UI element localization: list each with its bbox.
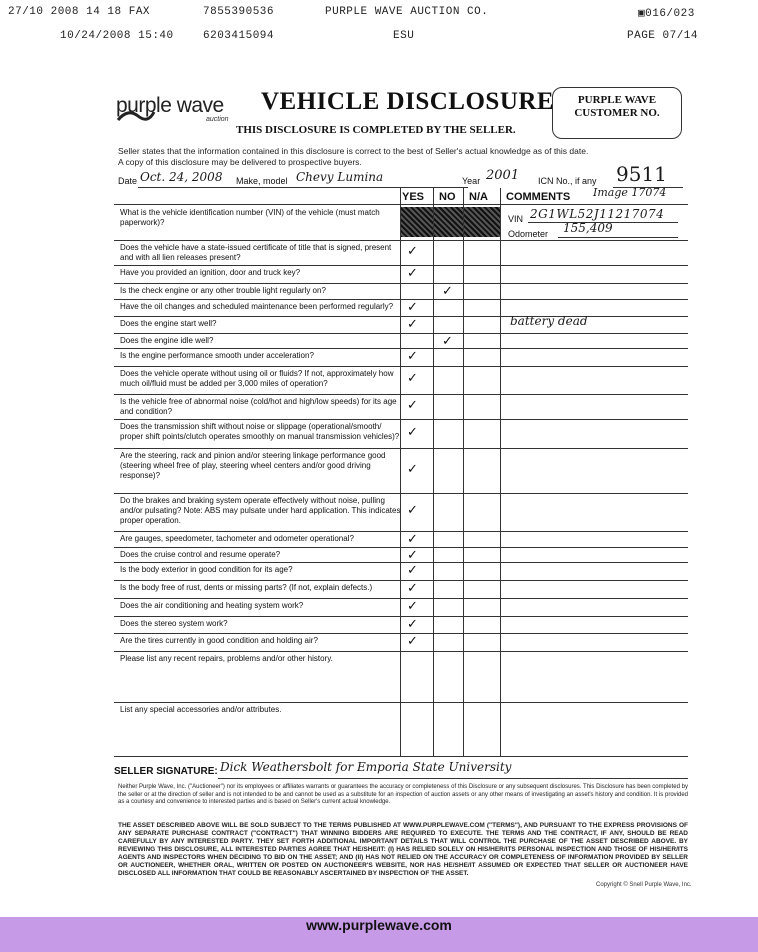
checkmark-icon[interactable]: ✓ (407, 532, 418, 547)
checkmark-icon[interactable]: ✓ (407, 634, 418, 649)
footer-bar (0, 917, 758, 952)
row-divider (114, 616, 688, 617)
fax-line2-page: PAGE 07/14 (627, 30, 699, 42)
row-divider (114, 348, 688, 349)
checkmark-icon[interactable]: ✓ (407, 563, 418, 578)
question-text: Does the cruise control and resume operate? (120, 550, 281, 559)
logo-text: purple wave (116, 94, 224, 117)
page-subtitle: THIS DISCLOSURE IS COMPLETED BY THE SELLER. (236, 124, 516, 136)
question-text: Please list any recent repairs, problems and/or other history. (120, 654, 333, 663)
checkmark-icon[interactable]: ✓ (442, 334, 453, 349)
question-text: List any special accessories and/or attributes. (120, 705, 282, 714)
checkmark-icon[interactable]: ✓ (407, 581, 418, 596)
question-text: Does the transmission shift without noise or slippage (operational/smooth/ proper shift points/clutch operates smoothly on manual transmission vehicles)? (120, 422, 400, 441)
row-divider (114, 493, 688, 494)
question-text: Is the engine performance smooth under acceleration? (120, 351, 314, 360)
checkmark-icon[interactable]: ✓ (407, 349, 418, 364)
vin-redaction (400, 207, 500, 237)
page-title: VEHICLE DISCLOSURE (261, 88, 555, 115)
question-text: Do the brakes and braking system operate effectively without noise, pulling and/or pulsating? Note: ABS may pulsate under hard application. This indicates proper operation. (120, 496, 401, 525)
logo-sub: auction (206, 116, 229, 123)
checkmark-icon[interactable]: ✓ (407, 503, 418, 518)
fax-line1-date: 27/10 2008 14 18 FAX (8, 6, 151, 18)
fax-line2-date: 10/24/2008 15:40 (60, 30, 174, 42)
fax-line1-page: ▣016/023 (638, 8, 695, 20)
row-divider (114, 299, 688, 300)
row-divider (114, 333, 688, 334)
row-divider (114, 702, 688, 703)
copyright: Copyright © Snell Purple Wave, Inc. (596, 882, 692, 888)
odometer-label: Odometer (508, 229, 549, 239)
question-text: Does the vehicle operate without using oil or fluids? If not, approximately how much oil/fluid must be added per 3,000 miles of operation? (120, 369, 394, 388)
fax-icon: ▣ (638, 8, 646, 20)
vin-value: 2G1WL52J11217074 (530, 207, 665, 221)
date-label: Date (118, 176, 138, 186)
checkmark-icon[interactable]: ✓ (407, 548, 418, 563)
question-text: What is the vehicle identification number (VIN) of the vehicle (must match paperwork)? (120, 208, 380, 227)
column-divider (433, 188, 434, 756)
row-divider (114, 419, 688, 420)
header-na: N/A (469, 191, 488, 203)
intro-line2: A copy of this disclosure may be delivered to prospective buyers. (118, 157, 362, 167)
date-value: Oct. 24, 2008 (140, 170, 223, 184)
row-divider (114, 598, 688, 599)
row-divider (114, 283, 688, 284)
question-text: Is the check engine or any other trouble light regularly on? (120, 286, 326, 295)
make-label: Make, model (236, 176, 288, 186)
terms-text: THE ASSET DESCRIBED ABOVE WILL BE SOLD SUBJECT TO THE TERMS PUBLISHED AT WWW.PURPLEWAVE.COM ("TERMS"), AND PURSUANT TO THE EXPRESS PROVISIONS OF ANY SEPARATE PURCHASE CONTRACT ("CONTRACT") THAT WINNING BIDDERS ARE REQUIRED TO EXECUTE. THE TERMS AND THE CONTRACT, IF ANY, SHOULD BE READ CAREFULLY BY ANY INTERESTED PARTY. THEY SET FORTH ADDITIONAL IMPORTANT DETAILS THAT WILL CONTROL THE PURCHASE OF THE ASSET DESCRIBED ABOVE. BY REVIEWING THIS DISCLOSURE, ALL INTERESTED PARTIES AGREE THAT HE/SHE/IT: (I) HAS RELIED SOLELY ON HIS/HER/ITS PERSONAL INSPECTION AND THOSE OF HIS/HER/ITS AGENTS AND INSPECTORS WHEN DECIDING TO BID ON THE ASSET; AND (II) HAS NOT RELIED ON THE ACCURACY OR COMPLETENESS OF INFORMATION PROVIDED BY SELLER OR AUCTIONEER, WHETHER ORAL, WRITTEN OR POSTED ON AUCTIONEER'S WEBSITE, NOR HAS HE/SHE/IT ASSUMED OR EXPECTED THAT SELLER OR AUCTIONEER HAVE DISCLOSED ALL INFORMATION THAT COULD BE REASONABLY ASCERTAINED BY INSPECTION OF THE ASSET. (118, 822, 688, 877)
question-text: Have you provided an ignition, door and truck key? (120, 268, 301, 277)
checkmark-icon[interactable]: ✓ (407, 397, 418, 413)
checkmark-icon[interactable]: ✓ (407, 599, 418, 614)
row-divider (114, 240, 688, 241)
row-divider (114, 448, 688, 449)
question-text: Is the body exterior in good condition for its age? (120, 565, 293, 574)
question-text: Are the tires currently in good condition and holding air? (120, 636, 318, 645)
fax-line1-sender: PURPLE WAVE AUCTION CO. (325, 6, 489, 18)
row-divider (114, 633, 688, 634)
row-divider (114, 394, 688, 395)
make-value: Chevy Lumina (296, 170, 384, 184)
row-divider (114, 204, 688, 205)
checkmark-icon[interactable]: ✓ (407, 617, 418, 632)
question-text: Does the air conditioning and heating system work? (120, 601, 304, 610)
question-text: Have the oil changes and scheduled maintenance been performed regularly? (120, 302, 394, 311)
icn-value: 9511 (616, 162, 667, 186)
year-value: 2001 (486, 168, 520, 183)
fax-line1-phone: 7855390536 (203, 6, 275, 18)
intro-line1: Seller states that the information contained in this disclosure is correct to the best of Seller's actual knowledge as of this date. (118, 146, 589, 156)
row-divider (114, 580, 688, 581)
question-text: Does the engine idle well? (120, 336, 214, 345)
row-divider (114, 265, 688, 266)
question-text: Are gauges, speedometer, tachometer and odometer operational? (120, 534, 354, 543)
checkmark-icon[interactable]: ✓ (407, 300, 418, 315)
checkmark-icon[interactable]: ✓ (407, 317, 418, 332)
question-text: Are the steering, rack and pinion and/or steering linkage performance good (steering wheel free of play, steering wheel centers and/or good driving response)? (120, 451, 386, 480)
fax-line2-center: ESU (393, 30, 415, 42)
header-no: NO (439, 191, 456, 203)
vin-label: VIN (508, 214, 524, 224)
column-divider (500, 188, 501, 756)
question-text: Is the body free of rust, dents or missing parts? (If not, explain defects.) (120, 583, 373, 592)
header-comments: COMMENTS (506, 191, 571, 203)
customer-box-line2: CUSTOMER NO. (574, 107, 660, 119)
row-divider (114, 316, 688, 317)
row-comment: battery dead (510, 314, 588, 328)
checkmark-icon[interactable]: ✓ (442, 284, 453, 299)
question-text: Is the vehicle free of abnormal noise (cold/hot and high/low speeds) for its age and condition? (120, 397, 397, 416)
odometer-value: 155,409 (563, 221, 613, 235)
question-text: Does the stereo system work? (120, 619, 228, 628)
row-divider (114, 756, 688, 757)
checkmark-icon[interactable]: ✓ (407, 266, 418, 281)
checkmark-icon[interactable]: ✓ (407, 243, 418, 259)
checkmark-icon[interactable]: ✓ (407, 424, 418, 440)
row-divider (114, 651, 688, 652)
checkmark-icon[interactable]: ✓ (407, 371, 418, 386)
comments-header-value: Image 17074 (593, 186, 667, 199)
row-divider (114, 562, 688, 563)
year-label: Year (462, 176, 481, 186)
checkmark-icon[interactable]: ✓ (407, 461, 418, 477)
question-text: Does the vehicle have a state-issued certificate of title that is signed, present and with all lien releases present? (120, 243, 392, 262)
header-yes: YES (402, 191, 425, 203)
customer-box-line1: PURPLE WAVE (577, 94, 657, 106)
question-text: Does the engine start well? (120, 319, 217, 328)
signature-value: Dick Weathersbolt for Emporia State University (220, 760, 512, 774)
disclaimer-text: Neither Purple Wave, Inc. ("Auctioneer") nor its employees or affiliates warrants or guarantees the accuracy or completeness of this Disclosure or any subsequent disclosures. This Disclosure has been completed by the seller or at the direction of seller and is not intended to be and cannot be used as a substitute for an inspection of auction assets or any other means of investigating an asset's history and condition. It is provided as a courtesy and convenience to interested parties and is based on Seller's current actual knowledge. (118, 784, 688, 805)
column-divider (463, 188, 464, 756)
icn-label: ICN No., if any (538, 176, 597, 186)
row-divider (114, 366, 688, 367)
footer-url-link[interactable]: www.purplewave.com (306, 917, 452, 933)
row-divider (114, 547, 688, 548)
fax-line2-phone: 6203415094 (203, 30, 275, 42)
row-divider (114, 531, 688, 532)
signature-label: SELLER SIGNATURE: (114, 766, 218, 777)
